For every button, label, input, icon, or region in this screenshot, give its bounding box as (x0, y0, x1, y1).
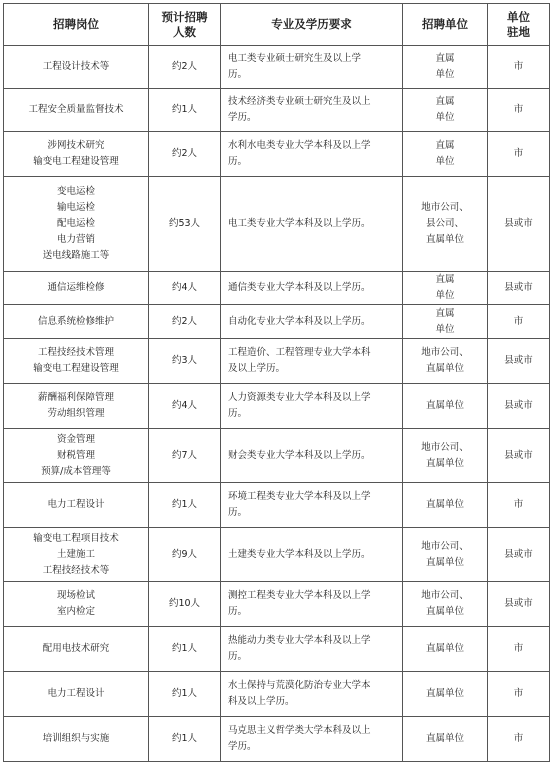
table-row (4, 582, 550, 627)
table-row (4, 339, 550, 384)
count-cell: 约3人 (149, 339, 221, 384)
table-row (4, 627, 550, 672)
location-cell: 市 (488, 483, 550, 528)
header-position: 招聘岗位 (4, 4, 149, 46)
requirement-cell: 热能动力类专业大学本科及以上学 历。 (221, 627, 403, 672)
table-row (4, 305, 550, 339)
count-cell: 约1人 (149, 89, 221, 132)
requirement-cell: 电工类专业大学本科及以上学历。 (221, 177, 403, 272)
table-row (4, 717, 550, 762)
unit-cell: 地市公司、 直属单位 (403, 528, 488, 582)
requirement-cell: 测控工程类专业大学本科及以上学 历。 (221, 582, 403, 627)
table-row (4, 177, 550, 272)
requirement-cell: 马克思主义哲学类大学本科及以上 学历。 (221, 717, 403, 762)
unit-cell: 直属 单位 (403, 305, 488, 339)
location-cell: 市 (488, 305, 550, 339)
unit-cell: 直属单位 (403, 483, 488, 528)
unit-cell: 直属单位 (403, 384, 488, 429)
position-cell: 培训组织与实施 (4, 717, 149, 762)
position-cell: 工程安全质量监督技术 (4, 89, 149, 132)
unit-cell: 直属 单位 (403, 46, 488, 89)
position-cell: 工程设计技术等 (4, 46, 149, 89)
requirement-cell: 人力资源类专业大学本科及以上学 历。 (221, 384, 403, 429)
table-row (4, 384, 550, 429)
position-cell: 资金管理 财税管理 预算/成本管理等 (4, 429, 149, 483)
count-cell: 约1人 (149, 672, 221, 717)
location-cell: 市 (488, 672, 550, 717)
location-cell: 县或市 (488, 177, 550, 272)
header-unit: 招聘单位 (403, 4, 488, 46)
requirement-cell: 财会类专业大学本科及以上学历。 (221, 429, 403, 483)
location-cell: 县或市 (488, 339, 550, 384)
position-cell: 输变电工程项目技术 土建施工 工程技经技术等 (4, 528, 149, 582)
position-cell: 信息系统检修维护 (4, 305, 149, 339)
table-row (4, 528, 550, 582)
unit-cell: 直属 单位 (403, 132, 488, 177)
unit-cell: 地市公司、 直属单位 (403, 582, 488, 627)
unit-cell: 直属 单位 (403, 89, 488, 132)
location-cell: 市 (488, 627, 550, 672)
table-row (4, 672, 550, 717)
count-cell: 约2人 (149, 46, 221, 89)
table-row (4, 272, 550, 305)
table-row (4, 89, 550, 132)
position-cell: 电力工程设计 (4, 672, 149, 717)
count-cell: 约9人 (149, 528, 221, 582)
unit-cell: 直属单位 (403, 717, 488, 762)
position-cell: 薪酬福利保障管理 劳动组织管理 (4, 384, 149, 429)
count-cell: 约1人 (149, 483, 221, 528)
unit-cell: 直属单位 (403, 672, 488, 717)
header-requirement: 专业及学历要求 (221, 4, 403, 46)
requirement-cell: 工程造价、工程管理专业大学本科 及以上学历。 (221, 339, 403, 384)
header-row (4, 4, 550, 46)
location-cell: 县或市 (488, 272, 550, 305)
count-cell: 约4人 (149, 384, 221, 429)
location-cell: 县或市 (488, 384, 550, 429)
unit-cell: 直属单位 (403, 627, 488, 672)
recruitment-table (3, 3, 550, 762)
position-cell: 配用电技术研究 (4, 627, 149, 672)
unit-cell: 地市公司、 直属单位 (403, 429, 488, 483)
position-cell: 涉网技术研究 输变电工程建设管理 (4, 132, 149, 177)
requirement-cell: 技术经济类专业硕士研究生及以上 学历。 (221, 89, 403, 132)
location-cell: 市 (488, 717, 550, 762)
unit-cell: 地市公司、 县公司、 直属单位 (403, 177, 488, 272)
count-cell: 约7人 (149, 429, 221, 483)
count-cell: 约1人 (149, 627, 221, 672)
table-row (4, 132, 550, 177)
unit-cell: 地市公司、 直属单位 (403, 339, 488, 384)
count-cell: 约2人 (149, 305, 221, 339)
position-cell: 现场检试 室内检定 (4, 582, 149, 627)
requirement-cell: 自动化专业大学本科及以上学历。 (221, 305, 403, 339)
count-cell: 约4人 (149, 272, 221, 305)
requirement-cell: 水土保持与荒漠化防治专业大学本 科及以上学历。 (221, 672, 403, 717)
location-cell: 县或市 (488, 429, 550, 483)
requirement-cell: 电工类专业硕士研究生及以上学 历。 (221, 46, 403, 89)
position-cell: 工程技经技术管理 输变电工程建设管理 (4, 339, 149, 384)
location-cell: 市 (488, 132, 550, 177)
count-cell: 约1人 (149, 717, 221, 762)
header-count: 预计招聘 人数 (149, 4, 221, 46)
requirement-cell: 水利水电类专业大学本科及以上学 历。 (221, 132, 403, 177)
location-cell: 县或市 (488, 582, 550, 627)
header-location: 单位 驻地 (488, 4, 550, 46)
requirement-cell: 通信类专业大学本科及以上学历。 (221, 272, 403, 305)
table-row (4, 46, 550, 89)
unit-cell: 直属 单位 (403, 272, 488, 305)
requirement-cell: 环境工程类专业大学本科及以上学 历。 (221, 483, 403, 528)
table-row (4, 483, 550, 528)
location-cell: 市 (488, 89, 550, 132)
table-row (4, 429, 550, 483)
count-cell: 约2人 (149, 132, 221, 177)
location-cell: 市 (488, 46, 550, 89)
count-cell: 约10人 (149, 582, 221, 627)
count-cell: 约53人 (149, 177, 221, 272)
requirement-cell: 土建类专业大学本科及以上学历。 (221, 528, 403, 582)
position-cell: 变电运检 输电运检 配电运检 电力营销 送电线路施工等 (4, 177, 149, 272)
position-cell: 电力工程设计 (4, 483, 149, 528)
position-cell: 通信运维检修 (4, 272, 149, 305)
location-cell: 县或市 (488, 528, 550, 582)
